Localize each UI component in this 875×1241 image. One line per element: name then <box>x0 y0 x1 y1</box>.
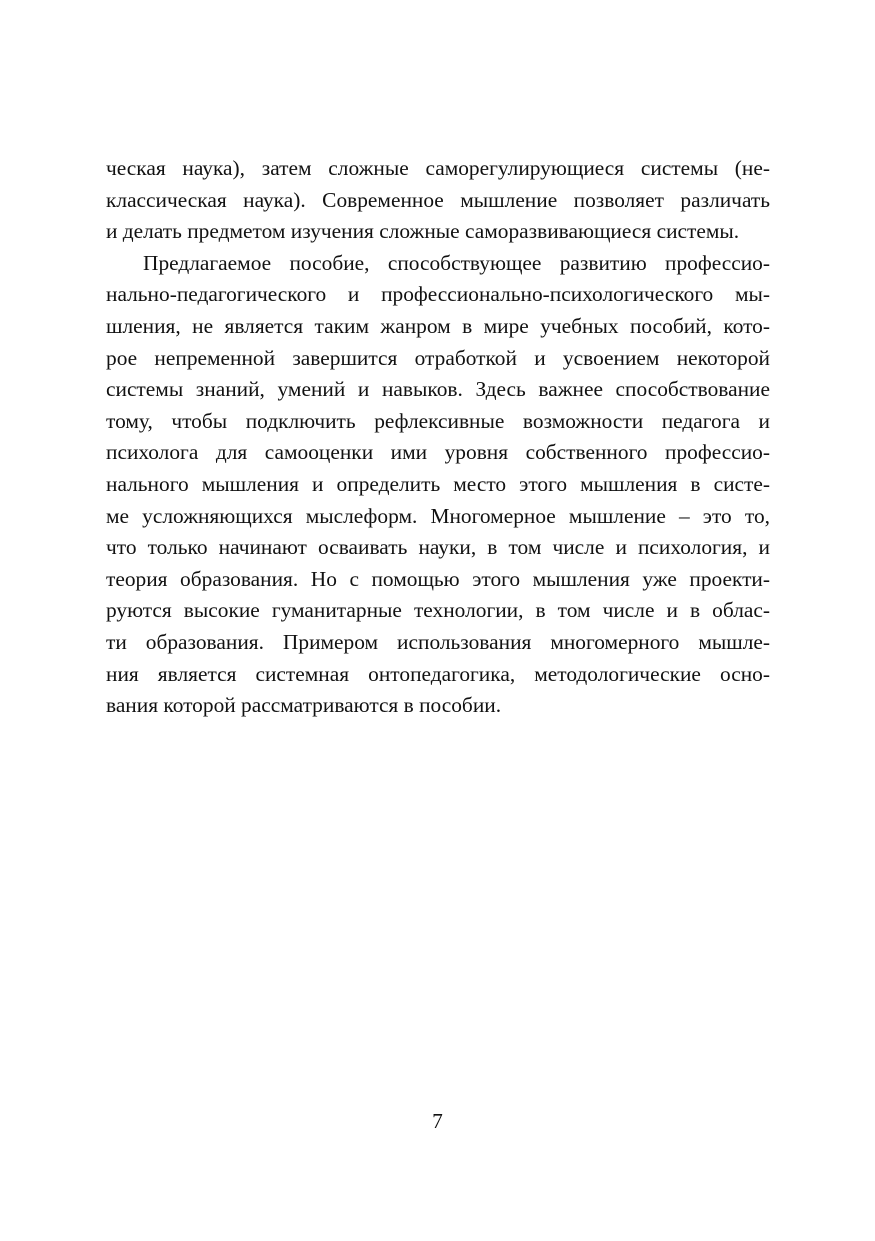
text-line: что только начинают осваивать науки, в том числе и психология, и <box>106 535 770 560</box>
text-line: нального мышления и определить место этого мышления в систе- <box>106 471 770 496</box>
text-line: шления, не является таким жанром в мире учебных пособий, кото- <box>106 313 770 338</box>
text-line: ческая наука), затем сложные саморегулирующиеся системы (не- <box>106 156 770 180</box>
page-number: 7 <box>432 1109 443 1133</box>
text-line: тому, чтобы подключить рефлексивные возможности педагога и <box>106 408 770 433</box>
text-line: теория образования. Но с помощью этого мышления уже проекти- <box>106 566 770 591</box>
text-line: рое непременной завершится отработкой и усвоением некоторой <box>106 345 770 370</box>
text-line: и делать предметом изучения сложные саморазвивающиеся системы. <box>106 219 740 244</box>
body-text <box>106 153 770 722</box>
text-line: вания которой рассматриваются в пособии. <box>106 693 502 718</box>
text-line: психолога для самооценки ими уровня собственного профессио- <box>106 440 770 465</box>
text-line: системы знаний, умений и навыков. Здесь важнее способствование <box>106 377 770 402</box>
text-line: ния является системная онтопедагогика, методологические осно- <box>106 661 770 686</box>
text-line: руются высокие гуманитарные технологии, в том числе и в облас- <box>106 598 770 623</box>
text-line: Предлагаемое пособие, способствующее развитию профессио- <box>143 250 770 275</box>
text-line: классическая наука). Современное мышление позволяет различать <box>106 187 770 212</box>
text-line: ме усложняющихся мыслеформ. Многомерное мышление – это то, <box>106 503 770 528</box>
paragraph-1 <box>106 153 770 248</box>
text-line: нально-педагогического и профессионально-психологического мы- <box>106 282 770 307</box>
paragraph-2 <box>106 248 770 722</box>
text-line: ти образования. Примером использования многомерного мышле- <box>106 629 770 654</box>
